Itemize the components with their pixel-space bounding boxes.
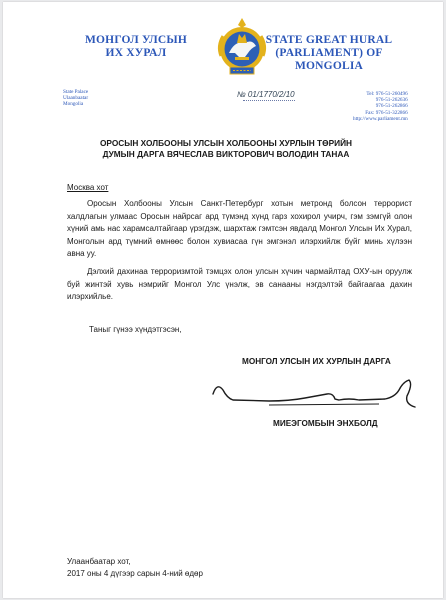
- handwritten-signature: [209, 374, 419, 414]
- address-line: Mongolia: [63, 101, 84, 108]
- letter-page: [3, 2, 443, 598]
- state-emblem-icon: [215, 16, 269, 78]
- place-and-date: [67, 556, 203, 580]
- contact-line: Tel: 976-51-260496: [366, 91, 408, 97]
- address-block: [63, 89, 88, 108]
- body-paragraph: Дэлхий дахинаа терроризмтой тэмцэх олон улсын хүчин чармайлтад ОХУ-ын оруулж буй жинтэй хувь нэмрийг Монгол Улс үнэлж, эв санааны нэгдэлтэй байгаагаа дахин илэрхийлье.: [67, 267, 412, 301]
- header-english: [265, 34, 393, 73]
- contact-line: http://www.parliament.mn: [353, 115, 408, 122]
- header-mongolian: [51, 34, 221, 60]
- address-line: Ulaanbaatar: [63, 95, 89, 102]
- header-right-line1: STATE GREAT HURAL: [265, 34, 393, 46]
- signatory-name: МИЕЭГОМБЫН ЭНХБОЛД: [273, 419, 378, 428]
- title-line1: ОРОСЫН ХОЛБООНЫ УЛСЫН ХОЛБООНЫ ХУРЛЫН ТӨРИЙН: [99, 138, 353, 148]
- footer-date: 2017 оны 4 дүгээр сарын 4-ний өдөр: [67, 569, 203, 578]
- contact-line: 976-51-262636: [375, 97, 408, 104]
- document-number: № 01/1770/2/10: [237, 90, 295, 99]
- header-right-line2: (PARLIAMENT) OF: [275, 47, 383, 59]
- contact-line: 976-51-262866: [375, 103, 408, 110]
- title-line2: ДУМЫН ДАРГА ВЯЧЕСЛАВ ВИКТОРОВИЧ ВОЛОДИН ТАНАА: [102, 149, 350, 159]
- header-left-line2: ИХ ХУРАЛ: [105, 47, 167, 59]
- contact-line: Fax: 976-51-322866: [365, 109, 408, 116]
- recipient-city: Москва хот: [67, 183, 109, 192]
- document-number-underline: [243, 100, 295, 101]
- letter-title: [23, 138, 429, 160]
- header-left-line1: МОНГОЛ УЛСЫН: [84, 34, 188, 46]
- closing-salutation: Таныг гүнээ хүндэтгэсэн,: [89, 325, 182, 334]
- header-right-line3: MONGOLIA: [294, 60, 364, 72]
- footer-place: Улаанбаатар хот,: [67, 557, 131, 566]
- body-paragraph: Оросын Холбооны Улсын Санкт-Петербург хотын метронд болсон террорист халдлагын улмаас Оросын найрсаг ард түмэнд хүнд гарз хохирол учирч, гэм зэмгүй олон хүний амь нас харамсалтайгаар үрэгдэж, шархтаж гэмтсэн явдалд Монгол Улсын Их Хурал, Монголын ард түмний өмнөөс болон хувиасаа гүн эмгэнэл илэрхийлж бүйг минь хүлээн авна уу.: [67, 199, 412, 258]
- contact-block: [353, 91, 408, 122]
- address-line: State Palace: [63, 89, 89, 95]
- signatory-title: МОНГОЛ УЛСЫН ИХ ХУРЛЫН ДАРГА: [242, 357, 391, 366]
